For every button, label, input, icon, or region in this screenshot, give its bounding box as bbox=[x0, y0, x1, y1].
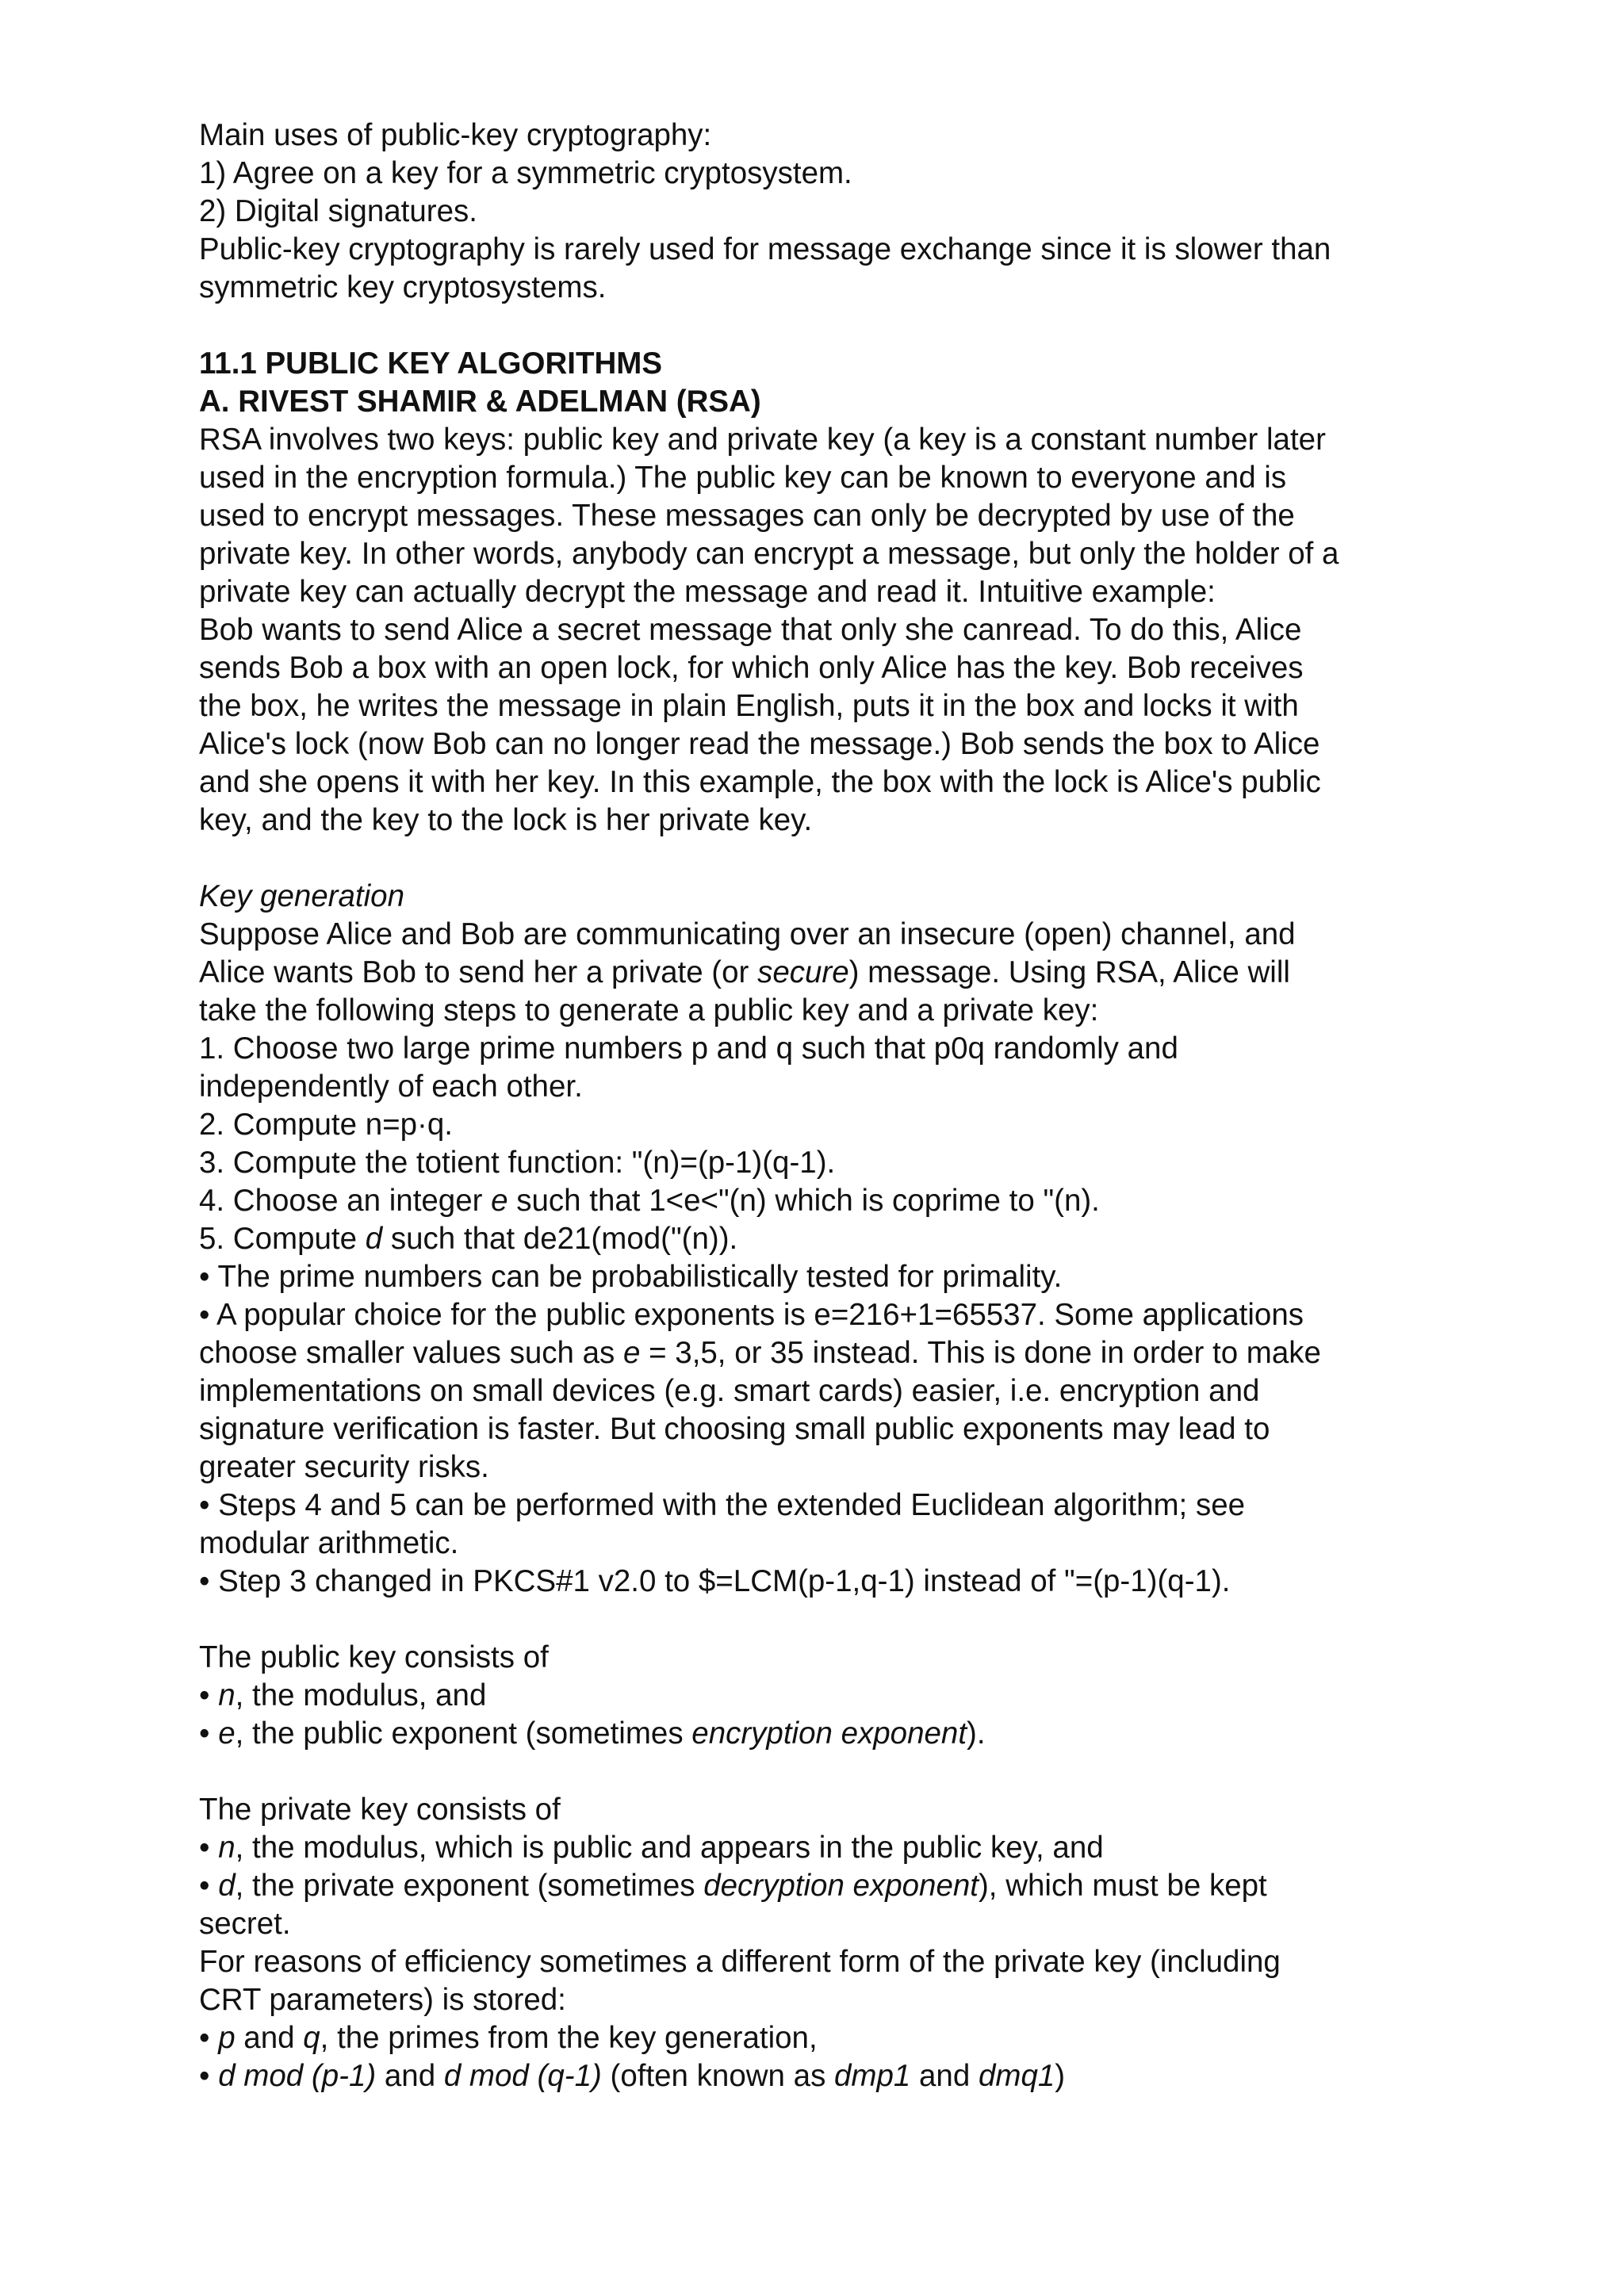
key-generation-section bbox=[199, 878, 1468, 1601]
paragraph-gap bbox=[199, 1601, 1468, 1639]
text-run: ) message. Using RSA, Alice will bbox=[848, 955, 1290, 989]
text-line: Public-key cryptography is rarely used for message exchange since it is slower than bbox=[199, 232, 1331, 266]
text-run-italic: e bbox=[218, 1716, 236, 1751]
text-run: • bbox=[199, 2021, 219, 2055]
text-line: symmetric key cryptosystems. bbox=[199, 270, 607, 304]
text-run: ), which must be kept bbox=[978, 1869, 1267, 1903]
text-run: (often known as bbox=[601, 2059, 835, 2093]
text-run: , the public exponent (sometimes bbox=[235, 1716, 692, 1751]
text-run-italic: d bbox=[365, 1222, 383, 1256]
text-line bbox=[199, 954, 1468, 992]
text-run: • bbox=[199, 1869, 219, 1903]
text-line: 1. Choose two large prime numbers p and q such that p0q randomly and bbox=[199, 1031, 1178, 1066]
text-line: take the following steps to generate a public key and a private key: bbox=[199, 993, 1099, 1027]
text-run: ) bbox=[1055, 2059, 1066, 2093]
text-line: sends Bob a box with an open lock, for which only Alice has the key. Bob receives bbox=[199, 651, 1304, 685]
text-line: For reasons of efficiency sometimes a different form of the private key (including bbox=[199, 1945, 1281, 1979]
text-line bbox=[199, 1182, 1468, 1220]
key-generation-title: Key generation bbox=[199, 879, 404, 913]
text-run: Alice wants Bob to send her a private (or bbox=[199, 955, 758, 989]
text-line bbox=[199, 1220, 1468, 1258]
text-line: private key. In other words, anybody can encrypt a message, but only the holder of a bbox=[199, 537, 1339, 571]
document-page bbox=[199, 117, 1468, 2095]
text-line: Alice's lock (now Bob can no longer read the message.) Bob sends the box to Alice bbox=[199, 727, 1320, 761]
text-run-italic: q bbox=[303, 2021, 320, 2055]
text-line: Main uses of public-key cryptography: bbox=[199, 118, 712, 152]
text-line: modular arithmetic. bbox=[199, 1526, 459, 1560]
text-line: • Step 3 changed in PKCS#1 v2.0 to $=LCM(p-1,q-1) instead of "=(p-1)(q-1). bbox=[199, 1564, 1231, 1598]
text-run-italic: n bbox=[218, 1678, 236, 1712]
text-line: 1) Agree on a key for a symmetric cryptosystem. bbox=[199, 156, 852, 190]
text-line: used in the encryption formula.) The public key can be known to everyone and is bbox=[199, 461, 1287, 495]
text-run: 5. Compute bbox=[199, 1222, 366, 1256]
text-line: • Steps 4 and 5 can be performed with the extended Euclidean algorithm; see bbox=[199, 1488, 1246, 1522]
text-line: and she opens it with her key. In this example, the box with the lock is Alice's public bbox=[199, 765, 1321, 799]
text-line bbox=[199, 1867, 1468, 1905]
text-run: = 3,5, or 35 instead. This is done in order to make bbox=[640, 1336, 1321, 1370]
text-run-italic: secure bbox=[757, 955, 849, 989]
paragraph-gap bbox=[199, 307, 1468, 345]
text-run: and bbox=[910, 2059, 979, 2093]
paragraph-gap bbox=[199, 1753, 1468, 1791]
text-run-italic: encryption exponent bbox=[691, 1716, 967, 1751]
private-key-section bbox=[199, 1791, 1468, 2095]
text-run: and bbox=[376, 2059, 444, 2093]
text-run: , the primes from the key generation, bbox=[320, 2021, 818, 2055]
text-line: • A popular choice for the public exponents is e=216+1=65537. Some applications bbox=[199, 1298, 1304, 1332]
text-run-italic: p bbox=[218, 2021, 236, 2055]
public-key-section bbox=[199, 1639, 1468, 1753]
text-run: such that 1<e<"(n) which is coprime to "(n). bbox=[508, 1184, 1100, 1218]
text-line: The private key consists of bbox=[199, 1793, 561, 1827]
text-line: 2) Digital signatures. bbox=[199, 194, 477, 228]
text-run-italic: e bbox=[622, 1336, 641, 1370]
text-run-italic: d bbox=[218, 1869, 236, 1903]
text-run: • bbox=[199, 1716, 219, 1751]
text-run: such that de21(mod("(n)). bbox=[382, 1222, 738, 1256]
text-run: , the private exponent (sometimes bbox=[235, 1869, 704, 1903]
text-line bbox=[199, 2057, 1468, 2095]
text-run: • bbox=[199, 1831, 219, 1865]
section-heading: 11.1 PUBLIC KEY ALGORITHMS bbox=[199, 346, 663, 381]
text-line: RSA involves two keys: public key and private key (a key is a constant number later bbox=[199, 423, 1326, 457]
text-line: • The prime numbers can be probabilistically tested for primality. bbox=[199, 1260, 1063, 1294]
text-line: 2. Compute n=p·q. bbox=[199, 1108, 453, 1142]
text-line: independently of each other. bbox=[199, 1070, 583, 1104]
text-run: • bbox=[199, 2059, 219, 2093]
text-line: greater security risks. bbox=[199, 1450, 489, 1484]
text-line: The public key consists of bbox=[199, 1640, 549, 1674]
paragraph-gap bbox=[199, 840, 1468, 878]
intro-paragraph bbox=[199, 117, 1468, 307]
text-line: the box, he writes the message in plain English, puts it in the box and locks it with bbox=[199, 689, 1299, 723]
text-run: , the modulus, and bbox=[235, 1678, 487, 1712]
rsa-paragraph bbox=[199, 421, 1468, 840]
text-line: implementations on small devices (e.g. smart cards) easier, i.e. encryption and bbox=[199, 1374, 1260, 1408]
text-run: , the modulus, which is public and appears in the public key, and bbox=[235, 1831, 1104, 1865]
text-line bbox=[199, 1715, 1468, 1753]
text-run-italic: d mod (q-1) bbox=[443, 2059, 602, 2093]
text-line bbox=[199, 2019, 1468, 2057]
text-run-italic: d mod (p-1) bbox=[218, 2059, 377, 2093]
text-run: • bbox=[199, 1678, 219, 1712]
text-line bbox=[199, 1677, 1468, 1715]
text-line: Bob wants to send Alice a secret message that only she canread. To do this, Alice bbox=[199, 613, 1302, 647]
text-line bbox=[199, 1829, 1468, 1867]
text-line: signature verification is faster. But choosing small public exponents may lead to bbox=[199, 1412, 1270, 1446]
text-run: 4. Choose an integer bbox=[199, 1184, 492, 1218]
text-run: and bbox=[235, 2021, 304, 2055]
text-run-italic: n bbox=[218, 1831, 236, 1865]
text-line: CRT parameters) is stored: bbox=[199, 1983, 566, 2017]
text-run: ). bbox=[967, 1716, 986, 1751]
text-run-italic: decryption exponent bbox=[703, 1869, 979, 1903]
text-line: Suppose Alice and Bob are communicating over an insecure (open) channel, and bbox=[199, 917, 1296, 951]
text-line: secret. bbox=[199, 1907, 291, 1941]
subsection-heading: A. RIVEST SHAMIR & ADELMAN (RSA) bbox=[199, 385, 761, 419]
text-line: 3. Compute the totient function: "(n)=(p-1)(q-1). bbox=[199, 1146, 836, 1180]
text-line: used to encrypt messages. These messages can only be decrypted by use of the bbox=[199, 499, 1295, 533]
text-run-italic: dmp1 bbox=[834, 2059, 911, 2093]
text-line: private key can actually decrypt the message and read it. Intuitive example: bbox=[199, 575, 1216, 609]
text-run-italic: e bbox=[491, 1184, 508, 1218]
text-run-italic: dmq1 bbox=[978, 2059, 1055, 2093]
text-line bbox=[199, 1334, 1468, 1372]
text-run: choose smaller values such as bbox=[199, 1336, 623, 1370]
text-line: key, and the key to the lock is her private key. bbox=[199, 803, 813, 837]
